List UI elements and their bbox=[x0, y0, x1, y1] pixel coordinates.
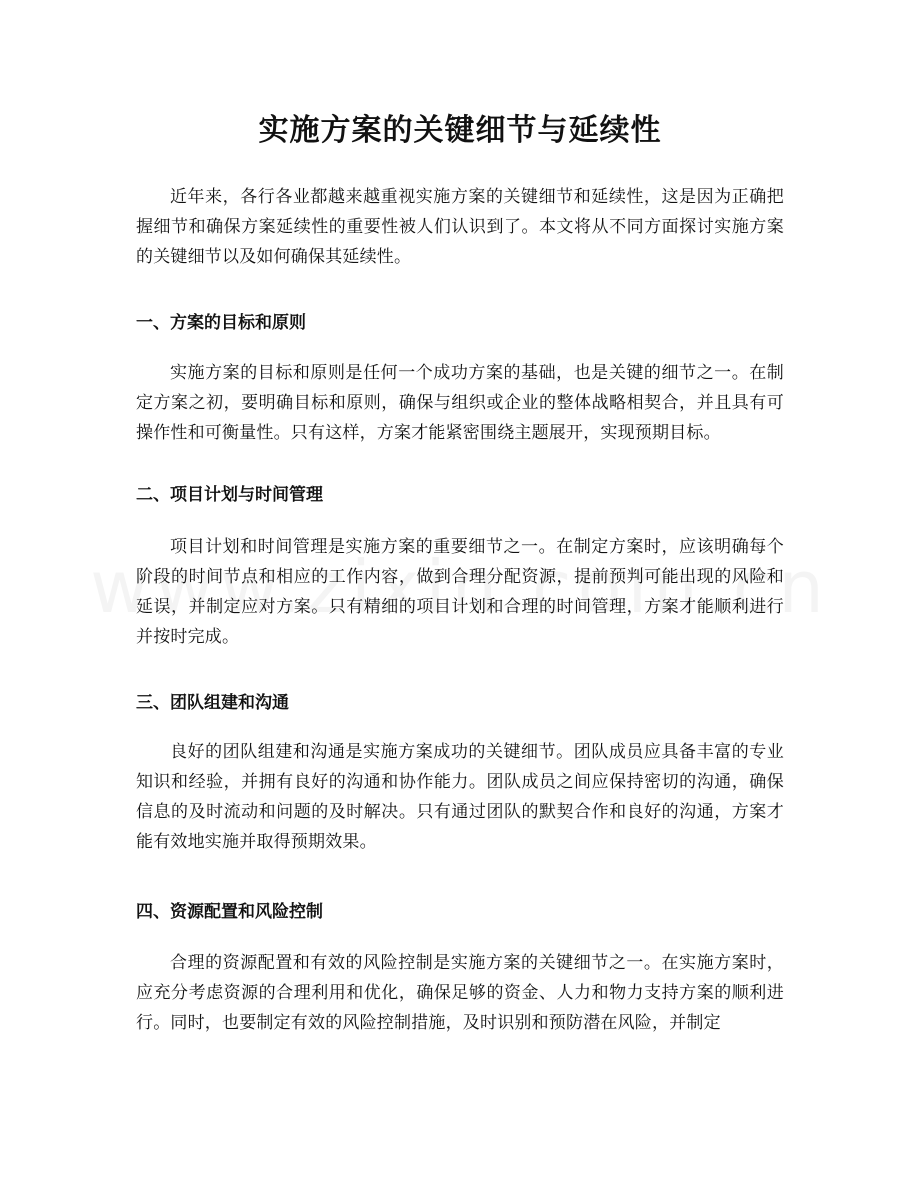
section-heading-planning: 二、项目计划与时间管理 bbox=[136, 485, 323, 505]
document-title: 实施方案的关键细节与延续性 bbox=[258, 113, 662, 148]
section-heading-resources: 四、资源配置和风险控制 bbox=[136, 902, 323, 922]
section-body-resources: 合理的资源配置和有效的风险控制是实施方案的关键细节之一。在实施方案时，应充分考虑资源的合理利用和优化，确保足够的资金、人力和物力支持方案的顺利进行。同时，也要制定有效的风险控制措施，及时识别和预防潜在风险，并制定 bbox=[136, 953, 784, 1033]
intro-paragraph: 近年来，各行各业都越来越重视实施方案的关键细节和延续性，这是因为正确把握细节和确保方案延续性的重要性被人们认识到了。本文将从不同方面探讨实施方案的关键细节以及如何确保其延续性。 bbox=[136, 187, 784, 267]
section-heading-goals: 一、方案的目标和原则 bbox=[136, 313, 306, 333]
section-body-goals: 实施方案的目标和原则是任何一个成功方案的基础，也是关键的细节之一。在制定方案之初，要明确目标和原则，确保与组织或企业的整体战略相契合，并且具有可操作性和可衡量性。只有这样，方案才能紧密围绕主题展开，实现预期目标。 bbox=[136, 363, 784, 443]
section-body-team: 良好的团队组建和沟通是实施方案成功的关键细节。团队成员应具备丰富的专业知识和经验，并拥有良好的沟通和协作能力。团队成员之间应保持密切的沟通，确保信息的及时流动和问题的及时解决。只有通过团队的默契合作和良好的沟通，方案才能有效地实施并取得预期效果。 bbox=[136, 742, 784, 852]
section-heading-team: 三、团队组建和沟通 bbox=[136, 693, 289, 713]
section-body-planning: 项目计划和时间管理是实施方案的重要细节之一。在制定方案时，应该明确每个阶段的时间节点和相应的工作内容，做到合理分配资源，提前预判可能出现的风险和延误，并制定应对方案。只有精细的项目计划和合理的时间管理，方案才能顺利进行并按时完成。 bbox=[136, 537, 784, 647]
